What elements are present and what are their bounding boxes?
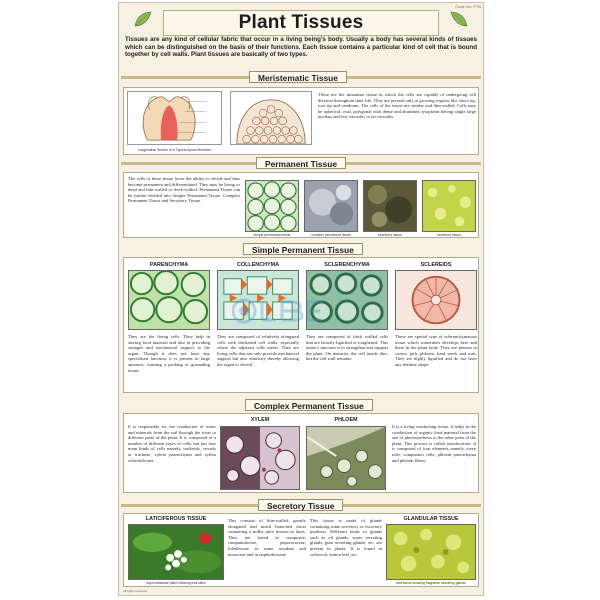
page-title: Plant Tissues xyxy=(238,12,364,33)
secretory-image-2 xyxy=(422,180,476,232)
leaf-icon xyxy=(133,10,153,28)
leaf-icon xyxy=(449,10,469,28)
parenchyma-heading: PARENCHYMA xyxy=(149,262,189,268)
section-label-meristematic: Meristematic Tissue xyxy=(249,71,347,83)
section-label-permanent: Permanent Tissue xyxy=(256,157,346,169)
glandular-heading: GLANDULAR TISSUE xyxy=(403,516,459,522)
caption-simple-permanent: simple permanent tissue xyxy=(253,233,291,237)
glandular-image xyxy=(386,524,476,580)
xylem-image xyxy=(220,426,300,490)
permanent-text: The cells of these tissue loose the ability to divide and thus become permanent and differentiated. They may be living or dead and thin-walled or thick-walled. Permanent Tissue can be further divided into Simple Permanent Tissue, Complex Permanent Tissue and Secretory Tissue. xyxy=(128,176,240,204)
footer-left: All rights reserved. xyxy=(123,589,148,593)
laticiferous-heading: LATICIFEROUS TISSUE xyxy=(145,516,207,522)
glandular-text: This tissue is made of glands containing some secretory or excretory products. Different kinds of glands such as oil glands, water secreting glands, gum secreting glands, etc. are present in plants. It is found in softwood, lemon leaf, etc. xyxy=(310,518,382,557)
glandular-caption: leaf tissue showing fragrance secreting glands xyxy=(396,581,466,585)
section-label-secretory: Secretory Tissue xyxy=(258,499,343,511)
sclerenchyma-heading: SCLERENCHYMA xyxy=(324,262,370,268)
secretory-image-1 xyxy=(363,180,417,232)
phloem-heading: PHLOEM xyxy=(334,417,358,423)
intro-text: Tissues are any kind of cellular fabric that occur in a living being's body. Usually a body has several kinds of tissues which can be distinguished on the basis of their functions. Each tissue contains a particular kind of cell that is bound together by cell walls. Plant tissues are basically of two types. xyxy=(125,36,477,59)
code-label: Code No: PTB xyxy=(455,4,481,9)
sclereids-image xyxy=(395,270,477,330)
apical-meristem-diagram xyxy=(127,91,222,145)
meristematic-text: These are the immature tissue in which the cells are capable of undergoing cell division throughout their life. They are present only at growing regions like shoot tip, root tip and cambium. The cells of the tissue are similar and thin-walled. Cells may be spherical, oval, polygonal with dense and abundant cytoplasm having single large nucleus and few vacuoles or no vacuoles. xyxy=(318,92,476,120)
xylem-heading: XYLEM xyxy=(250,417,270,423)
permanent-panel xyxy=(123,172,479,238)
sclereids-heading: SCLEREIDS xyxy=(420,262,452,268)
section-label-complex: Complex Permanent Tissue xyxy=(245,399,373,411)
caption-secretory-2: secretory tissue xyxy=(437,233,461,237)
phloem-image xyxy=(306,426,386,490)
complex-panel xyxy=(123,413,479,493)
parenchyma-image xyxy=(128,270,210,330)
laticiferous-image xyxy=(128,524,224,580)
simple-permanent-image xyxy=(245,180,299,232)
sclerenchyma-text: They are composed of thick walled cells that are heavily lignified or toughened. This tissue's function is to strengthen and support the plant. On maturity, the cell inside dies, but the cell wall remains. xyxy=(306,334,388,362)
laticiferous-caption: euphorbiaceae plant showing milk latex xyxy=(146,581,206,585)
title-box xyxy=(163,10,439,36)
caption-complex-permanent: complex permanent tissue xyxy=(311,233,351,237)
complex-permanent-image xyxy=(304,180,358,232)
sclereids-text: These are special type of sclerenchymatous tissue which sometimes develops here and there in the plant body. They are present in cortex, pith, phloem, hard seeds and nuts. They are highly lignified and do not have any definite shape. xyxy=(395,334,477,367)
meristematic-panel xyxy=(123,87,479,155)
meristem-caption: Longitudinal Section of a Typical Apical Meristem xyxy=(137,148,212,152)
section-label-simple: Simple Permanent Tissue xyxy=(243,243,363,255)
meristem-section-image xyxy=(230,91,312,145)
collenchyma-heading: COLLENCHYMA xyxy=(237,262,279,268)
watermark-logo-icon xyxy=(232,296,362,326)
collenchyma-text: They are composed of relatively elongated cells with thickened cell walls, especially where the adjacent cells meets. They are living cells that not only provide mechanical support but also elasticity thereby allowing the organ to stretch. xyxy=(217,334,299,367)
phloem-text: It is a living conducting tissue. It helps in the conduction of organic food material from the site of photosynthesis to the other parts of the plant. This process is called translocation. It is composed of four elements namely, sieve tube, companion cells, phloem parenchyma and phloem fibres. xyxy=(392,424,476,463)
xylem-text: It is responsible for the conduction of water and minerals from the soil through the roots to different parts of the plant. It is composed of a number of different types of cells, but has four main kinds of cells namely, tracheids, vessels or tracheae, xylem parenchyma and xylem sclerenchyma. xyxy=(128,424,216,463)
secretory-panel xyxy=(123,513,479,587)
caption-secretory-1: secretory tissue xyxy=(378,233,402,237)
laticiferous-text: This consists of thin-walled, greatly elongated and much branched ducts containing a milky juice known as latex. They are found in composite, campanulaceae, papaveraceae, lobeliaceae, in some aroideae and moraceae and in euphorbiaceae. xyxy=(228,518,306,557)
parenchyma-text: They are the living cells. They help in storing food material and also in providing strength and mechanical support to the organ. Though it does not have any specialised function, it is present in large amounts, forming a packing or grounding tissue. xyxy=(128,334,210,373)
